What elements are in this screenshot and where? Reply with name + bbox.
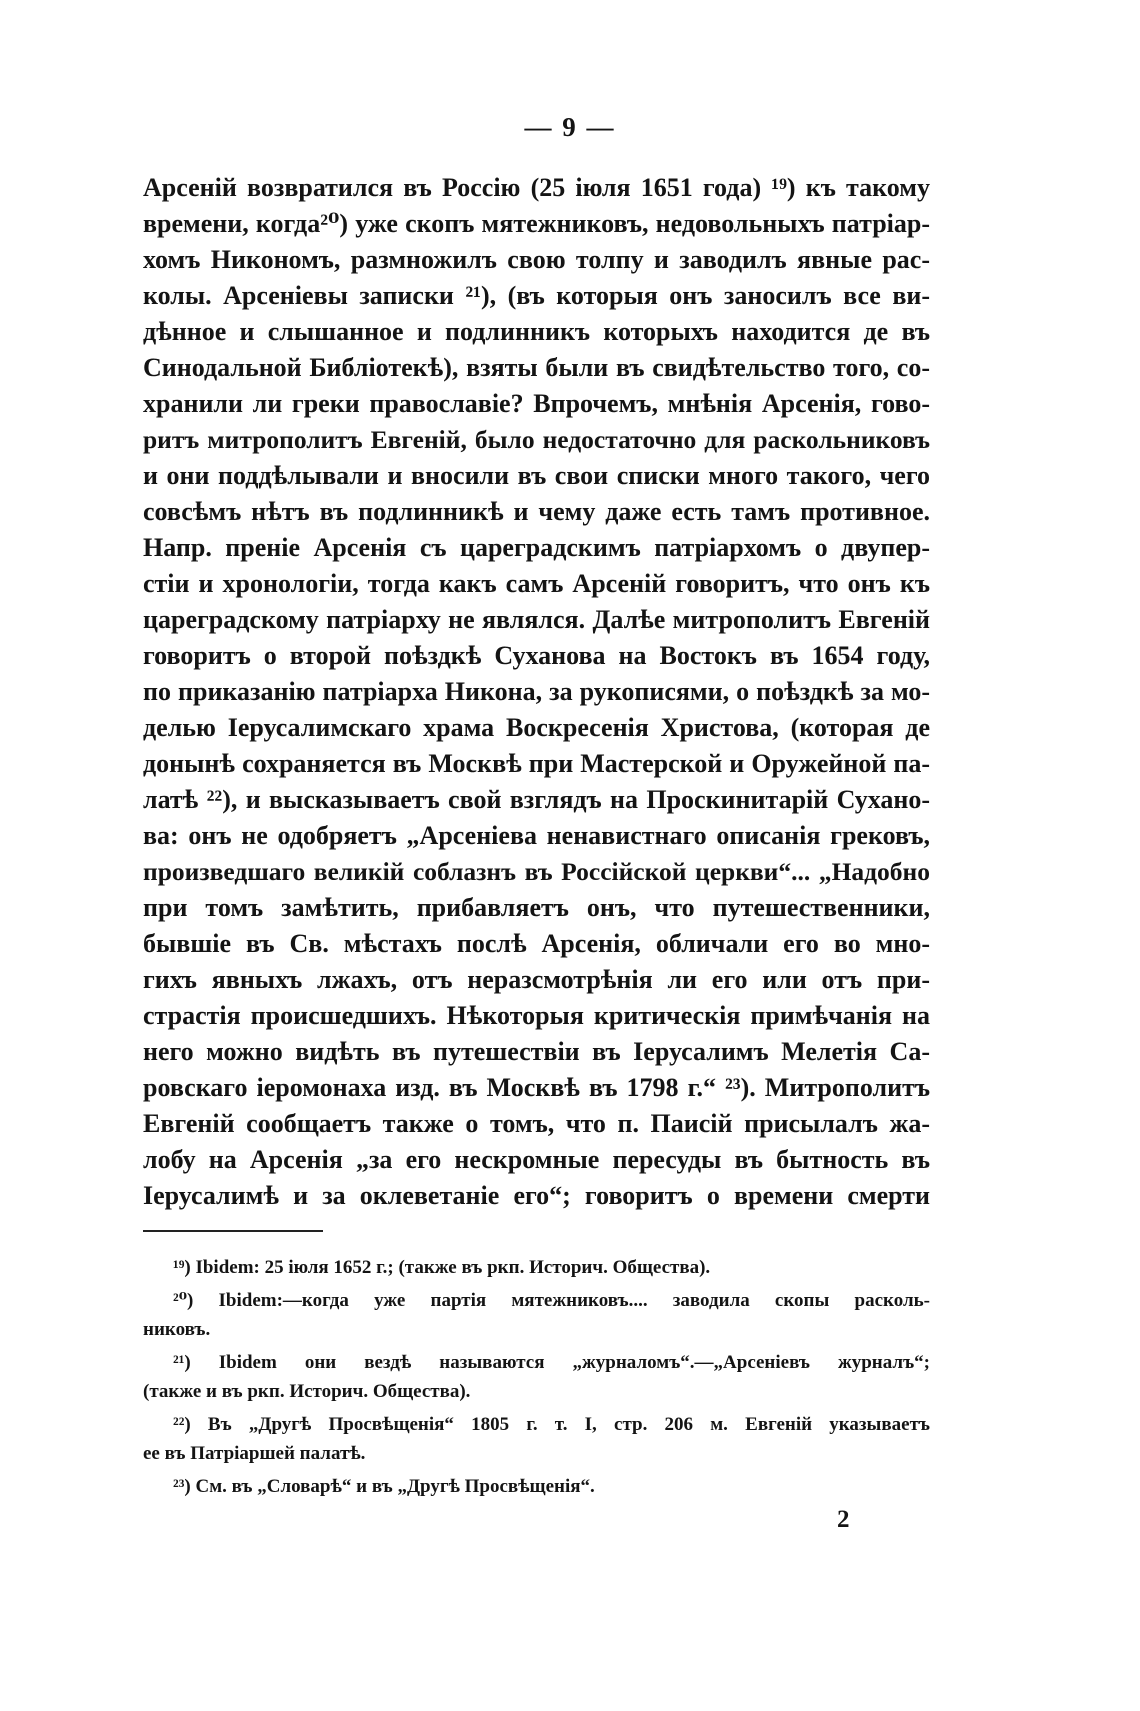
footnote-line: ²²) Въ „Другѣ Просвѣщенія“ 1805 г. т. I, стр. 206 м. Евгеній указываетъ bbox=[173, 1414, 930, 1435]
text-line: хранили ли греки православіе? Впрочемъ, мнѣнія Арсенія, гово- bbox=[143, 389, 930, 418]
footnote-line: ²¹) Ibidem они вездѣ называются „журналомъ“.—„Арсеніевъ журналъ“; bbox=[173, 1352, 930, 1373]
text-line: лобу на Арсенія „за его нескромные пересуды въ бытность въ bbox=[143, 1145, 930, 1174]
text-line: латѣ ²²), и высказываетъ свой взглядъ на Проскинитарій Сухано- bbox=[143, 785, 930, 814]
text-line: хомъ Никономъ, размножилъ свою толпу и заводилъ явные рас- bbox=[143, 245, 930, 274]
text-line: ровскаго іеромонаха изд. въ Москвѣ въ 1798 г.“ ²³). Митрополитъ bbox=[143, 1073, 930, 1102]
footnotes-block bbox=[143, 1253, 930, 1505]
text-line: стіи и хронологіи, тогда какъ самъ Арсеній говоритъ, что онъ къ bbox=[143, 569, 930, 598]
text-line: бывшіе въ Св. мѣстахъ послѣ Арсенія, обличали его во мно- bbox=[143, 929, 930, 958]
footnote bbox=[143, 1348, 930, 1406]
text-line: и они поддѣлывали и вносили въ свои списки много такого, чего bbox=[143, 461, 930, 490]
text-line: Арсеній возвратился въ Россію (25 іюля 1651 года) ¹⁹) къ такому bbox=[143, 173, 930, 202]
text-line: страстія происшедшихъ. Нѣкоторыя критическія примѣчанія на bbox=[143, 1001, 930, 1030]
text-line: ритъ митрополитъ Евгеній, было недостаточно для раскольниковъ bbox=[143, 425, 930, 454]
text-line: ва: онъ не одобряетъ „Арсеніева ненавистнаго описанія грековъ, bbox=[143, 821, 930, 850]
footnote bbox=[143, 1410, 930, 1468]
text-line: совсѣмъ нѣтъ въ подлинникѣ и чему даже есть тамъ противное. bbox=[143, 497, 930, 526]
footnote-line: никовъ. bbox=[143, 1319, 211, 1340]
text-line: по приказанію патріарха Никона, за рукописями, о поѣздкѣ за мо- bbox=[143, 677, 930, 706]
text-line: говоритъ о второй поѣздкѣ Суханова на Востокъ въ 1654 году, bbox=[143, 641, 930, 670]
footnote-line: ²⁰) Ibidem:—когда уже партія мятежниковъ.... заводила скопы расколь- bbox=[173, 1290, 930, 1311]
text-line: дѣнное и слышанное и подлинникъ которыхъ находится де въ bbox=[143, 317, 930, 346]
footnote bbox=[143, 1286, 930, 1344]
text-line: Іерусалимѣ и за оклеветаніе его“; говоритъ о времени смерти bbox=[143, 1181, 930, 1210]
footnote-line: (также и въ ркп. Историч. Общества). bbox=[143, 1381, 471, 1402]
text-line: при томъ замѣтить, прибавляетъ онъ, что путешественники, bbox=[143, 893, 930, 922]
text-line: Евгеній сообщаетъ также о томъ, что п. Паисій присылалъ жа- bbox=[143, 1109, 930, 1138]
footnote-line: ²³) См. въ „Словарѣ“ и въ „Другѣ Просвѣщенія“. bbox=[173, 1476, 595, 1497]
signature-mark: 2 bbox=[837, 1506, 850, 1533]
text-line: Напр. преніе Арсенія съ цареградскимъ патріархомъ о двупер- bbox=[143, 533, 930, 562]
page-number-header: — 9 — bbox=[524, 112, 616, 142]
text-line: произведшаго великій соблазнъ въ Россійской церкви“... „Надобно bbox=[143, 857, 930, 886]
text-line: времени, когда²⁰) уже скопъ мятежниковъ, недовольныхъ патріар- bbox=[143, 209, 930, 238]
text-line: него можно видѣть въ путешествіи въ Іерусалимъ Мелетія Са- bbox=[143, 1037, 930, 1066]
text-line: цареградскому патріарху не являлся. Далѣе митрополитъ Евгеній bbox=[143, 605, 930, 634]
main-text-block bbox=[143, 170, 930, 1214]
footnote-line: ¹⁹) Ibidem: 25 іюля 1652 г.; (также въ ркп. Историч. Общества). bbox=[173, 1257, 711, 1278]
text-line: гихъ явныхъ лжахъ, отъ неразсмотрѣнія ли его или отъ при- bbox=[143, 965, 930, 994]
footnote-line: ее въ Патріаршей палатѣ. bbox=[143, 1443, 366, 1464]
footnote-separator bbox=[143, 1230, 323, 1232]
text-line: колы. Арсеніевы записки ²¹), (въ которыя онъ заносилъ все ви- bbox=[143, 281, 930, 310]
text-line: Синодальной Библіотекѣ), взяты были въ свидѣтельство того, со- bbox=[143, 353, 930, 382]
text-line: донынѣ сохраняется въ Москвѣ при Мастерской и Оружейной па- bbox=[143, 749, 930, 778]
footnote bbox=[143, 1472, 930, 1501]
footnote bbox=[143, 1253, 930, 1282]
text-line: делью Іерусалимскаго храма Воскресенія Христова, (которая де bbox=[143, 713, 930, 742]
